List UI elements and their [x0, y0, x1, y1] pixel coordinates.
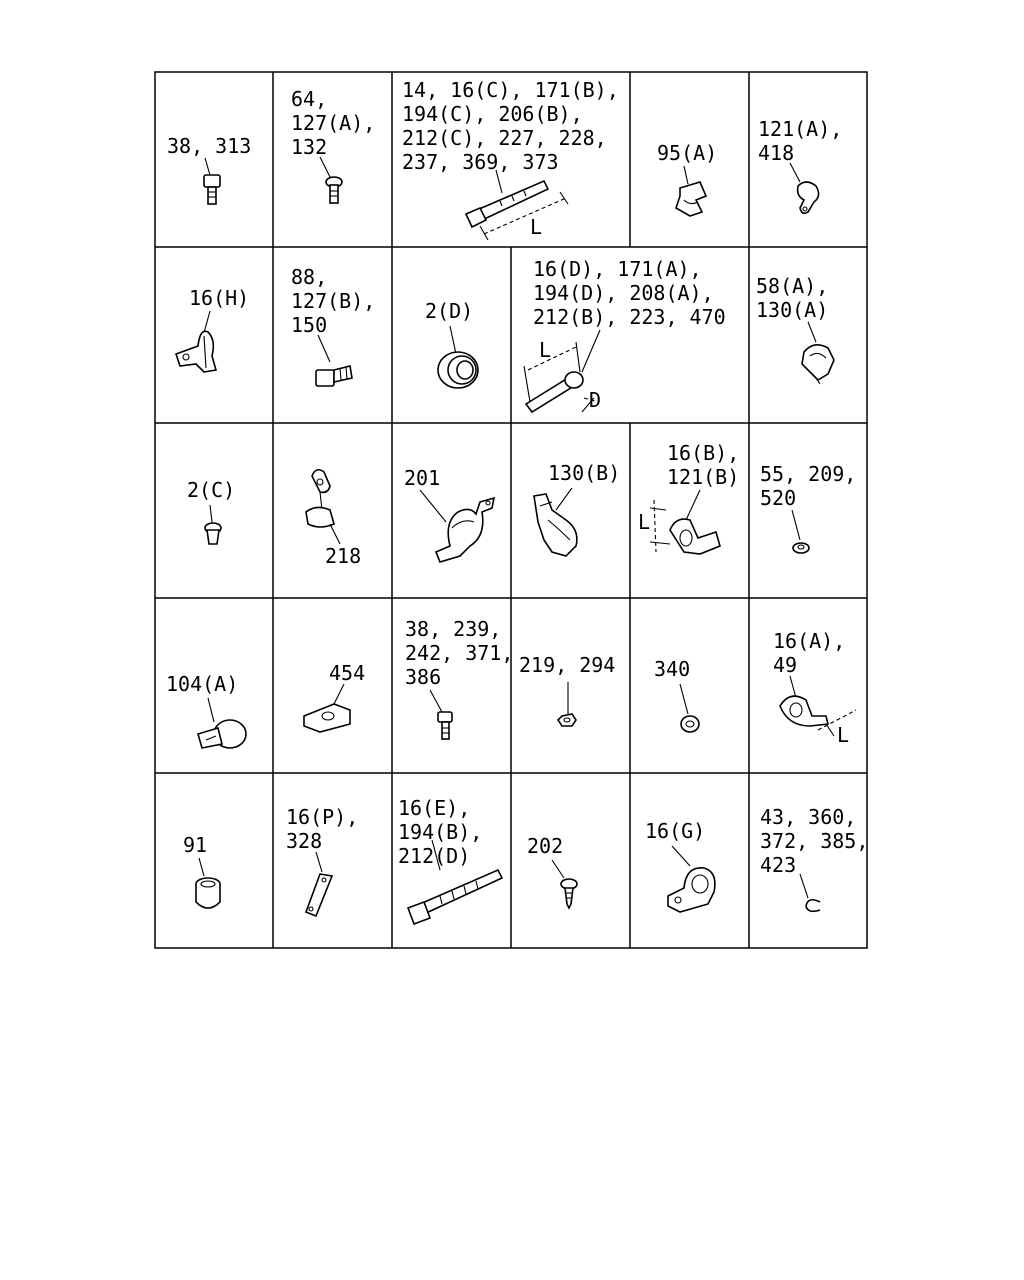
- cell-8-label: [425, 299, 473, 323]
- label-line: 58(A),: [756, 274, 829, 298]
- label-line: 194(B),: [398, 820, 483, 844]
- label-line: 121(B): [667, 465, 740, 489]
- cell-7-label: [291, 265, 375, 337]
- label-line: 127(A),: [291, 111, 376, 135]
- label-line: 16(H): [189, 286, 250, 310]
- clip-icon: [802, 322, 834, 384]
- label-line: 55, 209,: [760, 462, 857, 486]
- label-line: 2(D): [425, 299, 474, 323]
- clip-nut-icon: [304, 684, 350, 732]
- clip-icon: [676, 166, 706, 216]
- clip-icon: [306, 470, 340, 544]
- label-line: 454: [329, 661, 366, 685]
- label-line: 386: [405, 665, 442, 689]
- label-line: 194(D), 208(A),: [533, 281, 714, 305]
- flange-nut-icon: [680, 684, 699, 732]
- cell-14-label: [548, 461, 620, 485]
- label-line: 219, 294: [519, 653, 616, 677]
- label-line: 88,: [291, 265, 328, 289]
- cell-22-dim-l: L: [837, 723, 850, 747]
- cell-24-label: [286, 805, 358, 853]
- cell-23-label: [183, 833, 207, 857]
- cell-11-label: [187, 478, 235, 502]
- clamp-icon: [668, 846, 715, 912]
- label-line: 218: [325, 544, 362, 568]
- cell-2-label: [291, 87, 375, 159]
- label-line: 95(A): [657, 141, 718, 165]
- cell-20-label: [519, 653, 615, 677]
- label-line: 150: [291, 313, 328, 337]
- cell-9-dim-d: D: [589, 388, 602, 412]
- bracket-icon: [420, 490, 494, 562]
- cell-21-label: [654, 657, 690, 681]
- bolt-icon: [204, 158, 220, 204]
- cell-5-label: [758, 117, 842, 165]
- label-line: 130(B): [548, 461, 621, 485]
- clamp-icon: [790, 163, 819, 213]
- label-line: 16(P),: [286, 805, 359, 829]
- plate-clip-icon: [306, 852, 332, 916]
- bracket-icon: [534, 488, 577, 556]
- clamp-icon: [198, 698, 246, 748]
- grommet-icon: [438, 326, 478, 388]
- label-line: 38, 313: [167, 134, 252, 158]
- label-line: 43, 360,: [760, 805, 857, 829]
- label-line: 38, 239,: [405, 617, 502, 641]
- label-line: 212(D): [398, 844, 471, 868]
- label-line: 212(B), 223, 470: [533, 305, 726, 329]
- cell-15-label: [667, 441, 739, 489]
- label-line: 16(E),: [398, 796, 471, 820]
- label-line: 14, 16(C), 171(B),: [402, 78, 619, 102]
- cell-15-dim-l: L: [638, 510, 651, 534]
- cell-10-label: [756, 274, 828, 322]
- clip-icon: [176, 311, 216, 372]
- cap-icon: [196, 858, 220, 908]
- cable-tie-icon: [466, 170, 568, 240]
- label-line: 328: [286, 829, 323, 853]
- label-line: 130(A): [756, 298, 829, 322]
- nut-icon: [558, 682, 576, 726]
- label-line: 520: [760, 486, 797, 510]
- cell-25-label: [398, 796, 482, 868]
- cell-4-label: [657, 141, 717, 165]
- label-line: 2(C): [187, 478, 236, 502]
- label-line: 16(B),: [667, 441, 740, 465]
- label-line: 49: [773, 653, 798, 677]
- cell-3-dim-l: L: [530, 215, 543, 239]
- label-line: 372, 385,: [760, 829, 869, 853]
- label-line: 121(A),: [758, 117, 843, 141]
- label-line: 212(C), 227, 228,: [402, 126, 607, 150]
- label-line: 237, 369, 373: [402, 150, 559, 174]
- clamp-icon: [650, 490, 720, 554]
- cell-9-dim-l: L: [539, 338, 552, 362]
- flange-bolt-icon: [316, 335, 352, 386]
- cell-9-label: [533, 257, 726, 329]
- label-line: 127(B),: [291, 289, 376, 313]
- cell-3-label: [402, 78, 619, 174]
- label-line: 201: [404, 466, 441, 490]
- cell-19-label: [405, 617, 513, 689]
- cell-17-label: [166, 672, 238, 696]
- cell-6-label: [189, 286, 249, 310]
- label-line: 132: [291, 135, 328, 159]
- cell-27-label: [645, 819, 705, 843]
- screw-icon: [320, 157, 342, 203]
- label-line: 242, 371,: [405, 641, 514, 665]
- label-line: 64,: [291, 87, 328, 111]
- label-line: 423: [760, 853, 797, 877]
- label-line: 104(A): [166, 672, 239, 696]
- label-line: 91: [183, 833, 208, 857]
- rivet-icon: [205, 505, 221, 544]
- label-line: 16(A),: [773, 629, 846, 653]
- label-line: 16(D), 171(A),: [533, 257, 702, 281]
- cell-16-label: [760, 462, 856, 510]
- cell-1-label: [167, 134, 251, 158]
- cell-12-label: [325, 544, 361, 568]
- e-ring-icon: [800, 874, 820, 911]
- cell-18-label: [329, 661, 365, 685]
- cell-22-label: [773, 629, 845, 677]
- cell-13-label: [404, 466, 440, 490]
- label-line: 340: [654, 657, 691, 681]
- label-line: 16(G): [645, 819, 706, 843]
- label-line: 194(C), 206(B),: [402, 102, 583, 126]
- cell-28-label: [760, 805, 868, 877]
- washer-icon: [792, 510, 809, 553]
- label-line: 418: [758, 141, 795, 165]
- label-line: 202: [527, 834, 564, 858]
- tapping-screw-icon: [552, 860, 577, 908]
- bolt-icon: [430, 690, 452, 739]
- cell-26-label: [527, 834, 563, 858]
